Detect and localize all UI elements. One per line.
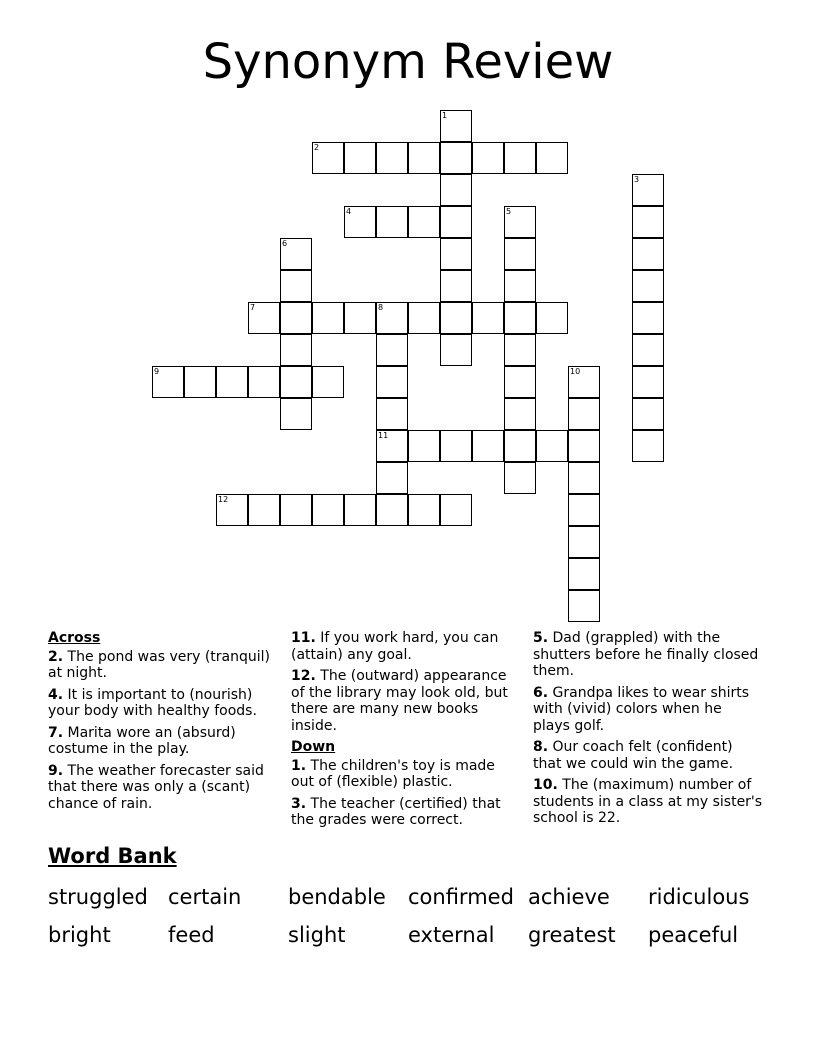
grid-cell[interactable] bbox=[376, 206, 408, 238]
grid-cell[interactable] bbox=[440, 174, 472, 206]
grid-cell[interactable] bbox=[440, 302, 472, 334]
grid-cell[interactable] bbox=[312, 494, 344, 526]
grid-cell[interactable] bbox=[472, 430, 504, 462]
grid-cell[interactable] bbox=[376, 142, 408, 174]
grid-cell[interactable] bbox=[536, 302, 568, 334]
grid-cell[interactable] bbox=[632, 334, 664, 366]
grid-cell[interactable] bbox=[344, 142, 376, 174]
grid-cell[interactable] bbox=[280, 334, 312, 366]
grid-cell[interactable] bbox=[280, 302, 312, 334]
cell-number: 2 bbox=[314, 143, 320, 152]
cell-number: 7 bbox=[250, 303, 256, 312]
clue-column-3 bbox=[533, 630, 763, 832]
grid-cell[interactable] bbox=[408, 494, 440, 526]
cell-number: 9 bbox=[154, 367, 160, 376]
clue-down-6: 6. Grandpa likes to wear shirts with (vivid) colors when he plays golf. bbox=[533, 684, 750, 734]
grid-cell[interactable] bbox=[440, 206, 472, 238]
grid-cell[interactable] bbox=[536, 430, 568, 462]
grid-cell[interactable] bbox=[280, 398, 312, 430]
cell-number: 1 bbox=[442, 111, 448, 120]
grid-cell[interactable] bbox=[344, 206, 376, 238]
grid-cell[interactable] bbox=[632, 302, 664, 334]
grid-cell[interactable] bbox=[312, 142, 344, 174]
cell-number: 12 bbox=[218, 495, 229, 504]
grid-cell[interactable] bbox=[152, 366, 184, 398]
grid-cell[interactable] bbox=[248, 366, 280, 398]
grid-cell[interactable] bbox=[376, 430, 408, 462]
grid-cell[interactable] bbox=[504, 238, 536, 270]
word-bank-word: struggled bbox=[48, 885, 148, 909]
word-bank-word: confirmed bbox=[408, 885, 514, 909]
grid-cell[interactable] bbox=[568, 366, 600, 398]
word-bank-word: greatest bbox=[528, 923, 616, 947]
grid-cell[interactable] bbox=[376, 462, 408, 494]
clue-across-2: 2. The pond was very (tranquil) at night. bbox=[48, 648, 270, 681]
grid-cell[interactable] bbox=[376, 334, 408, 366]
grid-cell[interactable] bbox=[632, 430, 664, 462]
grid-cell[interactable] bbox=[568, 462, 600, 494]
grid-cell[interactable] bbox=[280, 238, 312, 270]
grid-cell[interactable] bbox=[376, 366, 408, 398]
grid-cell[interactable] bbox=[632, 270, 664, 302]
grid-cell[interactable] bbox=[408, 142, 440, 174]
grid-cell[interactable] bbox=[504, 430, 536, 462]
grid-cell[interactable] bbox=[568, 398, 600, 430]
grid-cell[interactable] bbox=[216, 494, 248, 526]
cell-number: 3 bbox=[634, 175, 640, 184]
grid-cell[interactable] bbox=[568, 558, 600, 590]
word-bank-word: bright bbox=[48, 923, 111, 947]
clue-across-7: 7. Marita wore an (absurd) costume in the play. bbox=[48, 724, 236, 757]
grid-cell[interactable] bbox=[440, 494, 472, 526]
grid-cell[interactable] bbox=[472, 142, 504, 174]
grid-cell[interactable] bbox=[536, 142, 568, 174]
cell-number: 4 bbox=[346, 207, 352, 216]
word-bank-title: Word Bank bbox=[48, 844, 177, 868]
word-bank-word: bendable bbox=[288, 885, 386, 909]
cell-number: 10 bbox=[570, 367, 581, 376]
cell-number: 5 bbox=[506, 207, 512, 216]
word-bank-word: external bbox=[408, 923, 495, 947]
grid-cell[interactable] bbox=[344, 302, 376, 334]
grid-cell[interactable] bbox=[632, 366, 664, 398]
clue-across-4: 4. It is important to (nourish) your body with healthy foods. bbox=[48, 686, 257, 719]
grid-cell[interactable] bbox=[440, 430, 472, 462]
grid-cell[interactable] bbox=[568, 526, 600, 558]
grid-cell[interactable] bbox=[376, 494, 408, 526]
grid-cell[interactable] bbox=[568, 494, 600, 526]
clue-across-11: 11. If you work hard, you can (attain) any goal. bbox=[291, 630, 499, 663]
grid-cell[interactable] bbox=[472, 302, 504, 334]
grid-cell[interactable] bbox=[632, 238, 664, 270]
grid-cell[interactable] bbox=[248, 494, 280, 526]
grid-cell[interactable] bbox=[440, 334, 472, 366]
down-heading: Down bbox=[291, 739, 336, 755]
grid-cell[interactable] bbox=[280, 366, 312, 398]
cell-number: 8 bbox=[378, 303, 384, 312]
page-title: Synonym Review bbox=[202, 34, 614, 90]
grid-cell[interactable] bbox=[440, 110, 472, 142]
cell-number: 6 bbox=[282, 239, 288, 248]
clue-down-10: 10. The (maximum) number of students in a class at my sister's school is 22. bbox=[533, 777, 763, 826]
grid-cell[interactable] bbox=[376, 398, 408, 430]
grid-cell[interactable] bbox=[504, 398, 536, 430]
clue-across-9: 9. The weather forecaster said that there was only a (scant) chance of rain. bbox=[48, 762, 264, 812]
grid-cell[interactable] bbox=[440, 238, 472, 270]
grid-cell[interactable] bbox=[504, 270, 536, 302]
grid-cell[interactable] bbox=[568, 430, 600, 462]
grid-cell[interactable] bbox=[632, 206, 664, 238]
grid-cell[interactable] bbox=[504, 302, 536, 334]
grid-cell[interactable] bbox=[184, 366, 216, 398]
grid-cell[interactable] bbox=[280, 494, 312, 526]
grid-cell[interactable] bbox=[376, 302, 408, 334]
clue-down-1: 1. The children's toy is made out of (flexible) plastic. bbox=[291, 757, 495, 790]
grid-cell[interactable] bbox=[632, 398, 664, 430]
clue-column-1 bbox=[48, 630, 278, 817]
grid-cell[interactable] bbox=[504, 206, 536, 238]
grid-cell[interactable] bbox=[280, 270, 312, 302]
word-bank-word: ridiculous bbox=[648, 885, 750, 909]
clue-down-3: 3. The teacher (certified) that the grades were correct. bbox=[291, 795, 501, 828]
grid-cell[interactable] bbox=[408, 206, 440, 238]
grid-cell[interactable] bbox=[632, 174, 664, 206]
across-heading: Across bbox=[48, 630, 101, 646]
clue-across-12: 12. The (outward) appearance of the library may look old, but there are many new books inside. bbox=[291, 668, 508, 734]
clue-down-5: 5. Dad (grappled) with the shutters before he finally closed them. bbox=[533, 630, 759, 679]
grid-cell[interactable] bbox=[312, 302, 344, 334]
clue-column-2 bbox=[291, 630, 521, 834]
word-bank-word: feed bbox=[168, 923, 215, 947]
grid-cell[interactable] bbox=[248, 302, 280, 334]
grid-cell[interactable] bbox=[440, 270, 472, 302]
word-bank-word: peaceful bbox=[648, 923, 739, 947]
grid-cell[interactable] bbox=[408, 430, 440, 462]
word-bank-word: certain bbox=[168, 885, 242, 909]
grid-cell[interactable] bbox=[440, 142, 472, 174]
grid-cell[interactable] bbox=[504, 142, 536, 174]
grid-cell[interactable] bbox=[504, 366, 536, 398]
word-bank-word: achieve bbox=[528, 885, 610, 909]
grid-cell[interactable] bbox=[312, 366, 344, 398]
grid-cell[interactable] bbox=[344, 494, 376, 526]
cell-number: 11 bbox=[378, 431, 389, 440]
grid-cell[interactable] bbox=[568, 590, 600, 622]
grid-cell[interactable] bbox=[504, 462, 536, 494]
grid-cell[interactable] bbox=[216, 366, 248, 398]
clue-down-8: 8. Our coach felt (confident) that we could win the game. bbox=[533, 739, 734, 772]
word-bank-word: slight bbox=[288, 923, 346, 947]
grid-cell[interactable] bbox=[408, 302, 440, 334]
grid-cell[interactable] bbox=[504, 334, 536, 366]
